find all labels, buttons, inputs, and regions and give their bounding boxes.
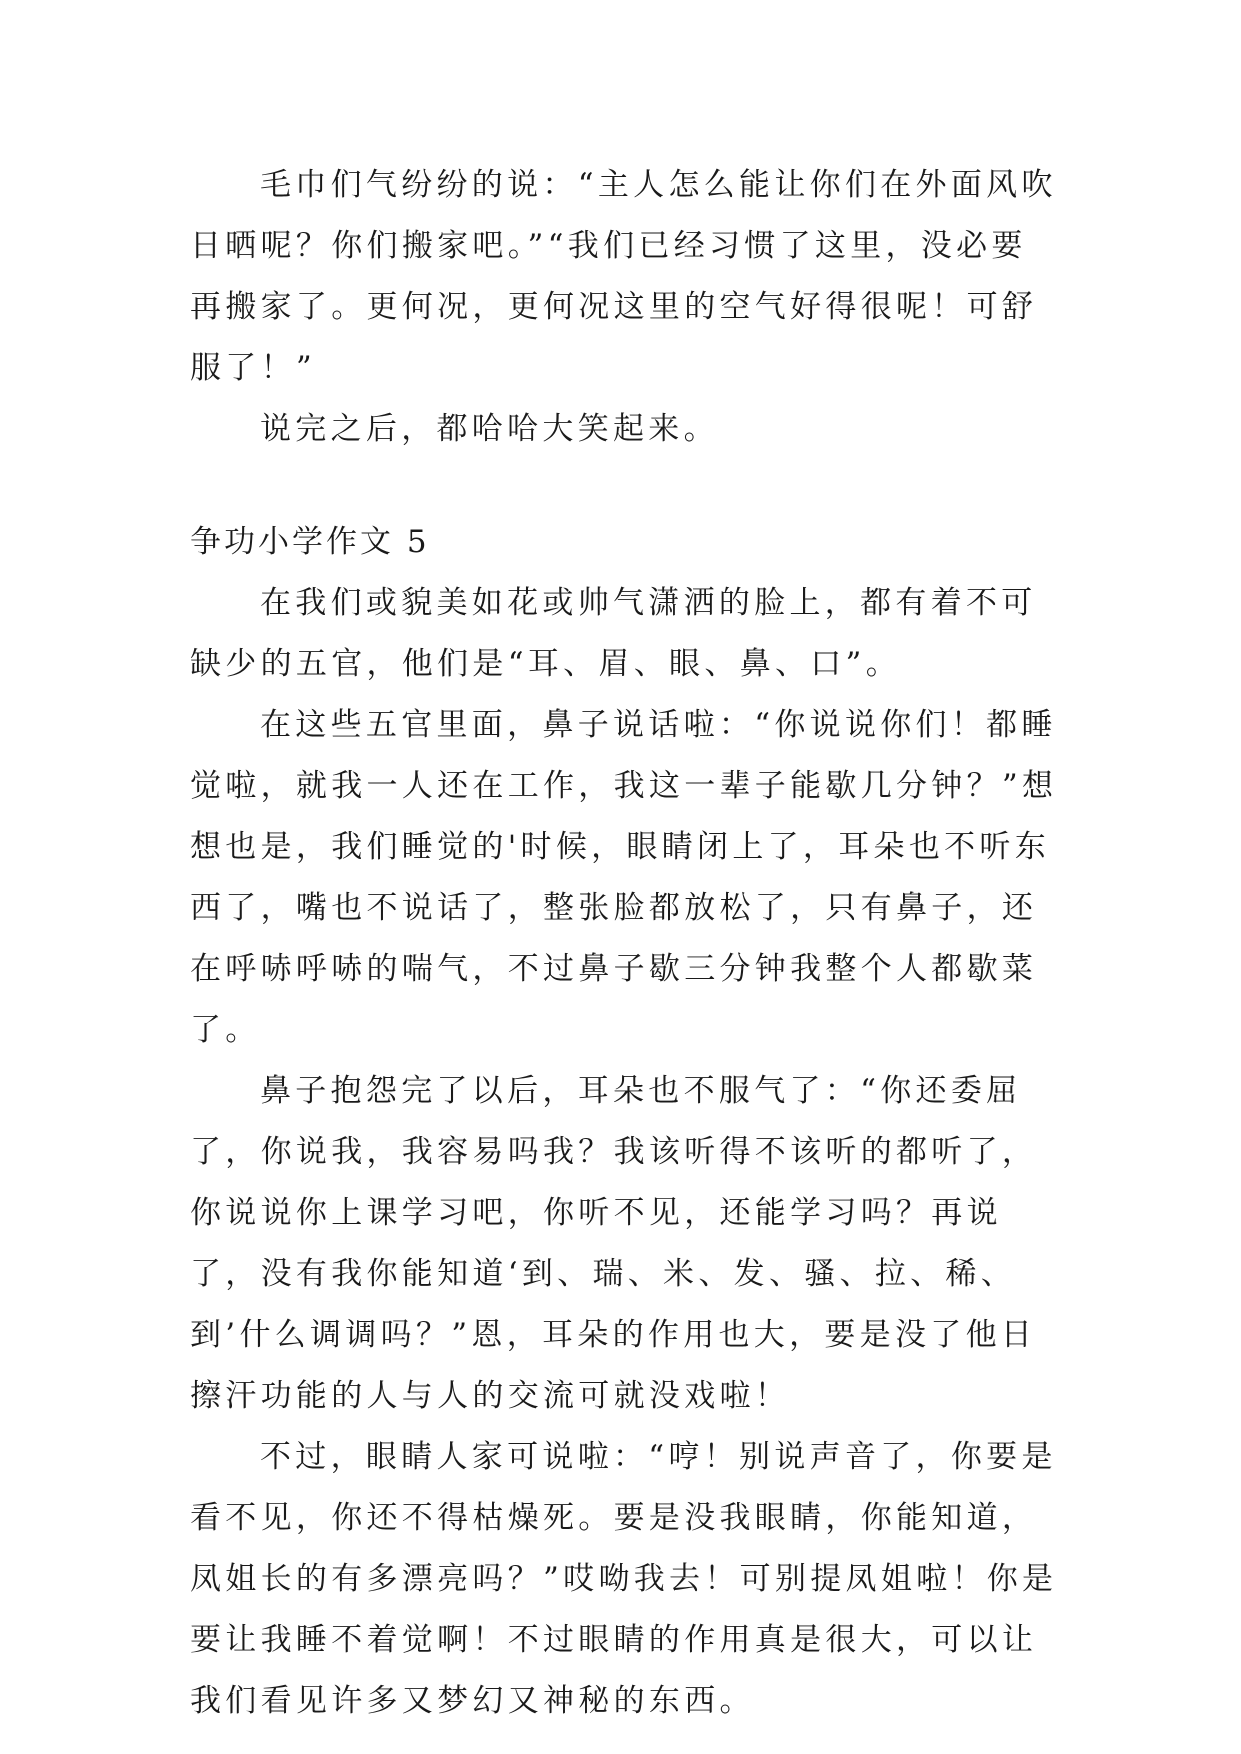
document-body (190, 155, 1060, 1732)
paragraph: 不过，眼睛人家可说啦：“哼！别说声音了，你要是看不见，你还不得枯燥死。要是没我眼睛，你能知道，凤姐长的有多漂亮吗？”哎呦我去！可别提凤姐啦！你是要让我睡不着觉啊！不过眼睛的作用真是很大，可以让我们看见许多又梦幻又神秘的东西。 (190, 1439, 1058, 1719)
paragraph: 在我们或貌美如花或帅气潇洒的脸上，都有着不可缺少的五官，他们是“耳、眉、眼、鼻、口”。 (190, 585, 1037, 682)
paragraph: 鼻子抱怨完了以后，耳朵也不服气了：“你还委屈了，你说我，我容易吗我？我该听得不该听的都听了，你说说你上课学习吧，你听不见，还能学习吗？再说了，没有我你能知道‘到、瑞、米、发、骚、拉、稀、到’什么调调吗？”恩，耳朵的作用也大，要是没了他日擦汗功能的人与人的交流可就没戏啦！ (190, 1073, 1038, 1414)
paragraph: 毛巾们气纷纷的说：“主人怎么能让你们在外面风吹日晒呢？你们搬家吧。”“我们已经习惯了这里，没必要再搬家了。更何况，更何况这里的空气好得很呢！可舒服了！” (190, 167, 1057, 386)
section-heading: 争功小学作文 5 (190, 524, 430, 560)
paragraph: 在这些五官里面，鼻子说话啦：“你说说你们！都睡觉啦，就我一人还在工作，我这一辈子能歇几分钟？”想想也是，我们睡觉的'时候，眼睛闭上了，耳朵也不听东西了，嘴也不说话了，整张脸都放松了，只有鼻子，还在呼哧呼哧的喘气，不过鼻子歇三分钟我整个人都歇菜了。 (190, 707, 1058, 1048)
paragraph: 说完之后，都哈哈大笑起来。 (260, 411, 719, 447)
section-gap (190, 460, 1060, 512)
